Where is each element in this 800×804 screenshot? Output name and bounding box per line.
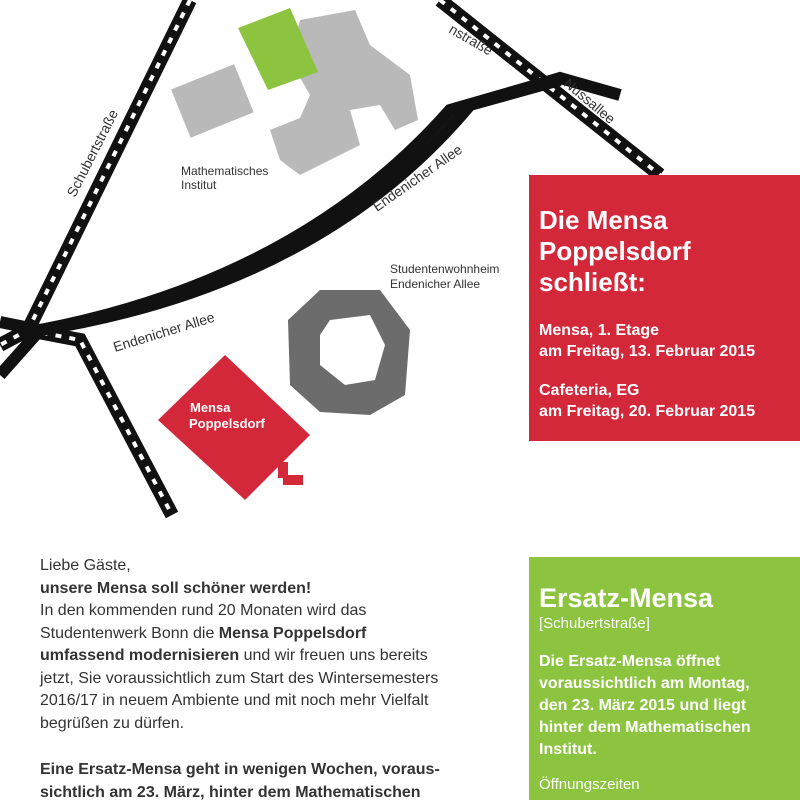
ersatz-subtitle: [Schubertstraße] [539, 614, 790, 634]
ersatz-title: Ersatz-Mensa [539, 582, 790, 614]
ersatz-opening-hours: Öffnungszeiten [539, 775, 790, 795]
letter-bold-span: Mensa Poppelsdorf [219, 625, 367, 642]
ersatz-body-line: den 23. März 2015 und liegt [539, 695, 790, 717]
closure-title-line: schließt: [539, 267, 790, 298]
closure-item-line: Mensa, 1. Etage [539, 320, 790, 341]
mensa-label-2: Poppelsdorf [189, 416, 266, 431]
ersatz-body-line: Institut. [539, 739, 790, 761]
railway-lower [28, 330, 172, 515]
letter-line: In den kommenden rund 20 Monaten wird das [40, 600, 490, 623]
closure-item-cafeteria [539, 380, 790, 422]
building-dorm [288, 290, 410, 415]
dorm-label-2: Endenicher Allee [390, 277, 480, 291]
letter-bold-span: umfassend modernisieren [40, 647, 239, 664]
ersatz-mensa-notice [529, 557, 800, 800]
letter-line: jetzt, Sie voraussichtlich zum Start des Wintersemesters [40, 668, 490, 691]
math-institute-label-1: Mathematisches [181, 164, 268, 178]
street-label-top: nstraße [447, 21, 496, 59]
building-mensa-poppelsdorf [158, 355, 310, 500]
math-institute-label-2: Institut [181, 178, 217, 192]
closure-title [539, 205, 790, 298]
letter-line: 2016/17 in neuem Ambiente und mit noch mehr Vielfalt [40, 690, 490, 713]
closure-title-line: Poppelsdorf [539, 236, 790, 267]
letter-line [40, 645, 490, 668]
letter-text-span: Studentenwerk Bonn die [40, 625, 219, 642]
street-label-schubertstrasse: Schubertstraße [63, 107, 121, 200]
letter-line: sichtlich am 23. März, hinter dem Mathematischen [40, 782, 490, 804]
letter-text-span: und wir freuen uns bereits [239, 647, 428, 664]
letter-line [40, 623, 490, 646]
ersatz-body-line: voraussichtlich am Montag, [539, 673, 790, 695]
letter-headline: unsere Mensa soll schöner werden! [40, 578, 490, 601]
ersatz-body-line: hinter dem Mathematischen [539, 717, 790, 739]
ersatz-body [539, 651, 790, 761]
letter-text [40, 555, 490, 804]
closure-notice [529, 175, 800, 441]
closure-title-line: Die Mensa [539, 205, 790, 236]
ersatz-body-line: Die Ersatz-Mensa öffnet [539, 651, 790, 673]
closure-item-line: Cafeteria, EG [539, 380, 790, 401]
street-label-nussallee: Nussallee [561, 75, 619, 127]
dorm-label-1: Studentenwohnheim [390, 262, 499, 276]
mensa-label-1: Mensa [190, 400, 231, 415]
closure-item-line: am Freitag, 20. Februar 2015 [539, 401, 790, 422]
letter-line: begrüßen zu dürfen. [40, 713, 490, 736]
closure-item-mensa [539, 320, 790, 362]
street-label-endenicher-upper: Endenicher Allee [370, 141, 465, 214]
letter-greeting: Liebe Gäste, [40, 555, 490, 578]
closure-item-line: am Freitag, 13. Februar 2015 [539, 341, 790, 362]
street-label-endenicher-lower: Endenicher Allee [111, 309, 216, 355]
letter-line: Eine Ersatz-Mensa geht in wenigen Wochen, voraus- [40, 759, 490, 782]
